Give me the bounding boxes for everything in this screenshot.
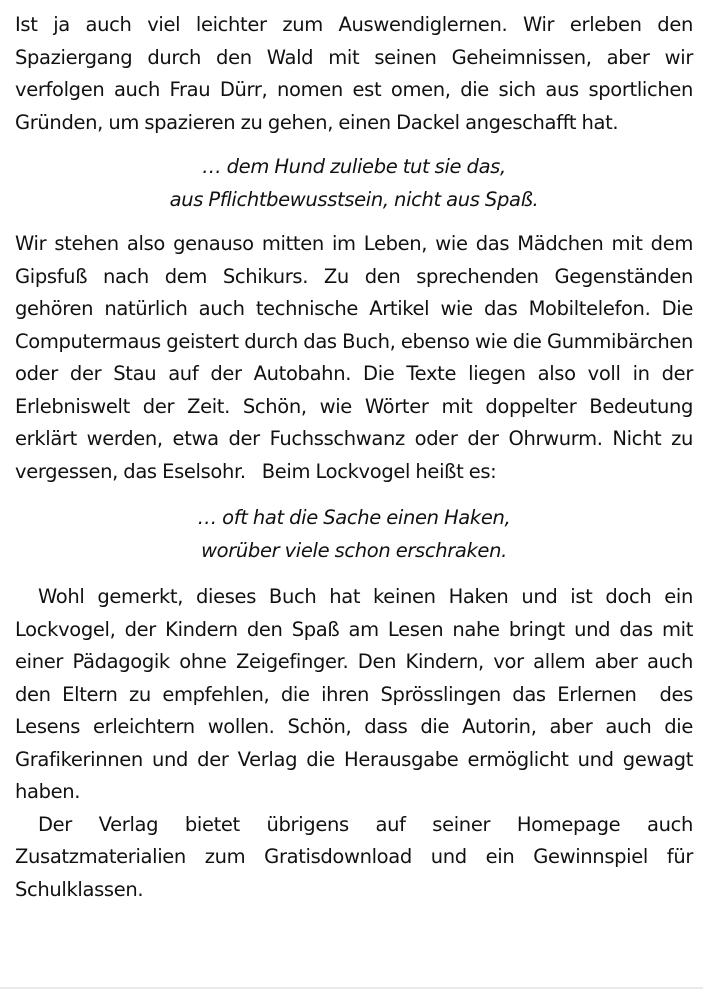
quote-hund (15, 151, 693, 216)
paragraph-verlag: Der Verlag bietet übrigens auf seiner Homepage auch Zusatzmaterialien zum Gratisdownload und ein Gewinnspiel für Schulklassen. (15, 812, 693, 901)
quote-hund-line-1: … dem Hund zuliebe tut sie das, (202, 155, 506, 178)
quote-haken (15, 502, 693, 567)
quote-hund-line-2: aus Pflichtbewusstsein, nicht aus Spaß. (169, 187, 539, 211)
spacer (15, 216, 693, 228)
paragraph-leben: Wir stehen also genauso mitten im Leben, wie das Mädchen mit dem Gipsfuß nach dem Schikurs. Zu den sprechenden Gegenständen gehören natürlich auch technische Artikel wie das Mobiltelefon. Die Computermaus geistert durch das Buch, ebenso wie die Gummibärchen oder der Stau auf der Autobahn. Die Texte liegen also voll in der Erlebniswelt der Zeit. Schön, wie Wörter mit doppelter Bedeutung erklärt werden, etwa der Fuchsschwanz oder der Ohrwurm. Nicht zu vergessen, das Eselsohr. Beim Lockvogel heißt es: (15, 232, 699, 483)
paragraph-dackel: Ist ja auch viel leichter zum Auswendiglernen. Wir erleben den Spaziergang durch den Wald mit seinen Geheimnissen, aber wir verfolgen auch Frau Dürr, nomen est omen, die sich aus sportlichen Gründen, um spazieren zu gehen, einen Dackel angeschafft hat. (15, 13, 693, 134)
quote-haken-line-1: … oft hat die Sache einen Haken, (197, 506, 511, 529)
quote-haken-line-2: worüber viele schon erschraken. (201, 538, 507, 562)
document-page (15, 9, 699, 906)
paragraph-lockvogel: Wohl gemerkt, dieses Buch hat keinen Haken und ist doch ein Lockvogel, der Kindern den Spaß am Lesen nahe bringt und das mit einer Pädagogik ohne Zeigefinger. Den Kindern, vor allem aber auch den Eltern zu empfehlen, die ihren Sprösslingen das Erlernen des Lesens erleichtern wollen. Schön, dass die Autorin, aber auch die Grafikerinnen und der Verlag die Herausgabe ermöglicht und gewagt haben. (15, 585, 699, 803)
spacer (15, 567, 693, 581)
spacer (15, 488, 693, 502)
spacer (15, 139, 693, 151)
